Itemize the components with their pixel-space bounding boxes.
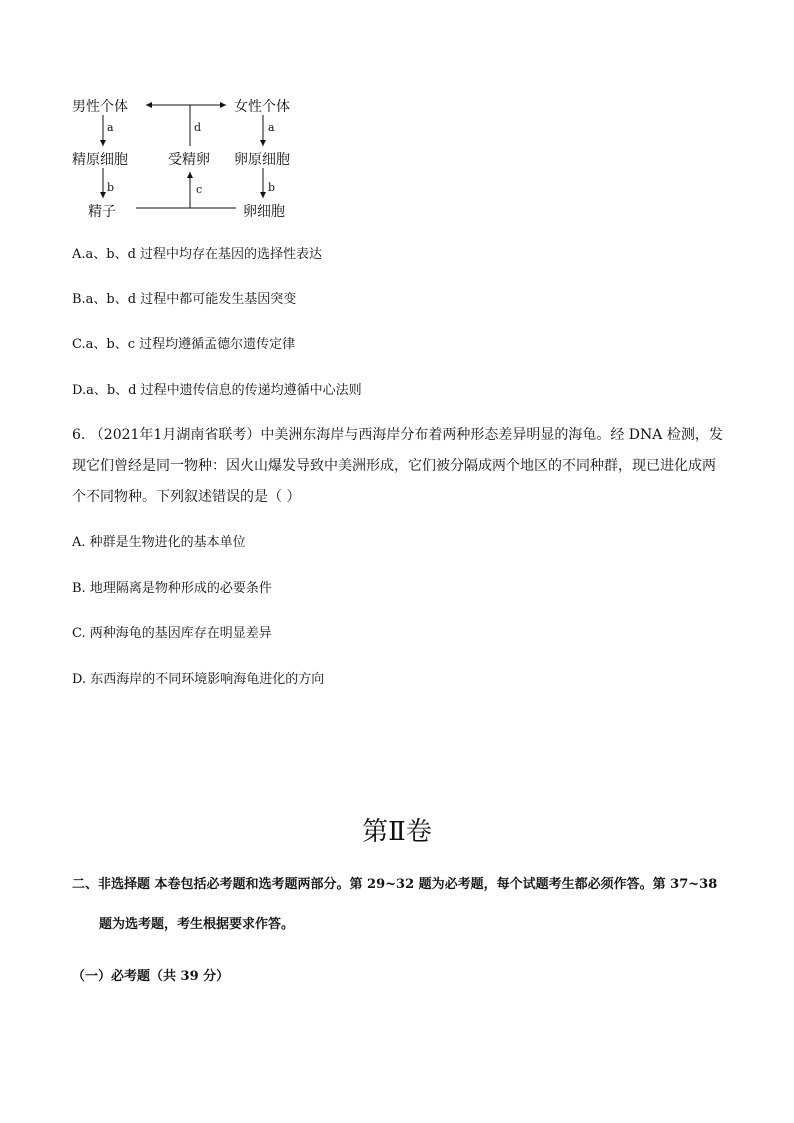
label-male: 男性个体 bbox=[72, 99, 128, 115]
section-2-part1: （一）必考题（共 39 分） bbox=[72, 969, 230, 984]
q6-stem-line3: 个不同物种。下列叙述错误的是（ ） bbox=[72, 489, 301, 505]
letter-a-left: a bbox=[107, 121, 114, 134]
section-2-intro-line2: 题为选考题，考生根据要求作答。 bbox=[99, 917, 295, 932]
q5-option-d: D.a、b、d 过程中遗传信息的传递均遵循中心法则 bbox=[72, 383, 362, 398]
q6-option-c: C. 两种海龟的基因库存在明显差异 bbox=[72, 626, 272, 641]
label-egg: 卵细胞 bbox=[243, 204, 285, 220]
section-2-intro-line1: 二、非选择题 本卷包括必考题和选考题两部分。第 29~32 题为必考题，每个试题考生都必须作答。第 37~38 bbox=[72, 877, 718, 892]
q5-option-b: B.a、b、d 过程中都可能发生基因突变 bbox=[72, 292, 297, 307]
label-female: 女性个体 bbox=[234, 99, 290, 115]
letter-b-right: b bbox=[268, 181, 276, 194]
q6-stem-line1: 6. （2021年1月湖南省联考）中美洲东海岸与西海岸分布着两种形态差异明显的海龟。经 DNA 检测，发 bbox=[72, 427, 723, 443]
label-spermatogonium: 精原细胞 bbox=[72, 152, 128, 168]
label-zygote: 受精卵 bbox=[168, 152, 210, 168]
q5-option-c: C.a、b、c 过程均遵循孟德尔遗传定律 bbox=[72, 337, 296, 352]
q6-option-d: D. 东西海岸的不同环境影响海龟进化的方向 bbox=[72, 672, 325, 687]
letter-b-left: b bbox=[107, 181, 115, 194]
q6-option-b: B. 地理隔离是物种形成的必要条件 bbox=[72, 581, 272, 596]
label-sperm: 精子 bbox=[88, 204, 116, 220]
letter-c: c bbox=[196, 183, 203, 196]
q6-stem-line2: 现它们曾经是同一物种：因火山爆发导致中美洲形成，它们被分隔成两个地区的不同种群，现已进化成两 bbox=[72, 458, 716, 474]
letter-d: d bbox=[194, 121, 202, 134]
q5-option-a: A.a、b、d 过程中均存在基因的选择性表达 bbox=[72, 247, 323, 262]
letter-a-right: a bbox=[268, 121, 275, 134]
q6-option-a: A. 种群是生物进化的基本单位 bbox=[72, 535, 246, 550]
label-oogonium: 卵原细胞 bbox=[234, 152, 290, 168]
section-2-title: 第Ⅱ卷 bbox=[362, 817, 432, 847]
